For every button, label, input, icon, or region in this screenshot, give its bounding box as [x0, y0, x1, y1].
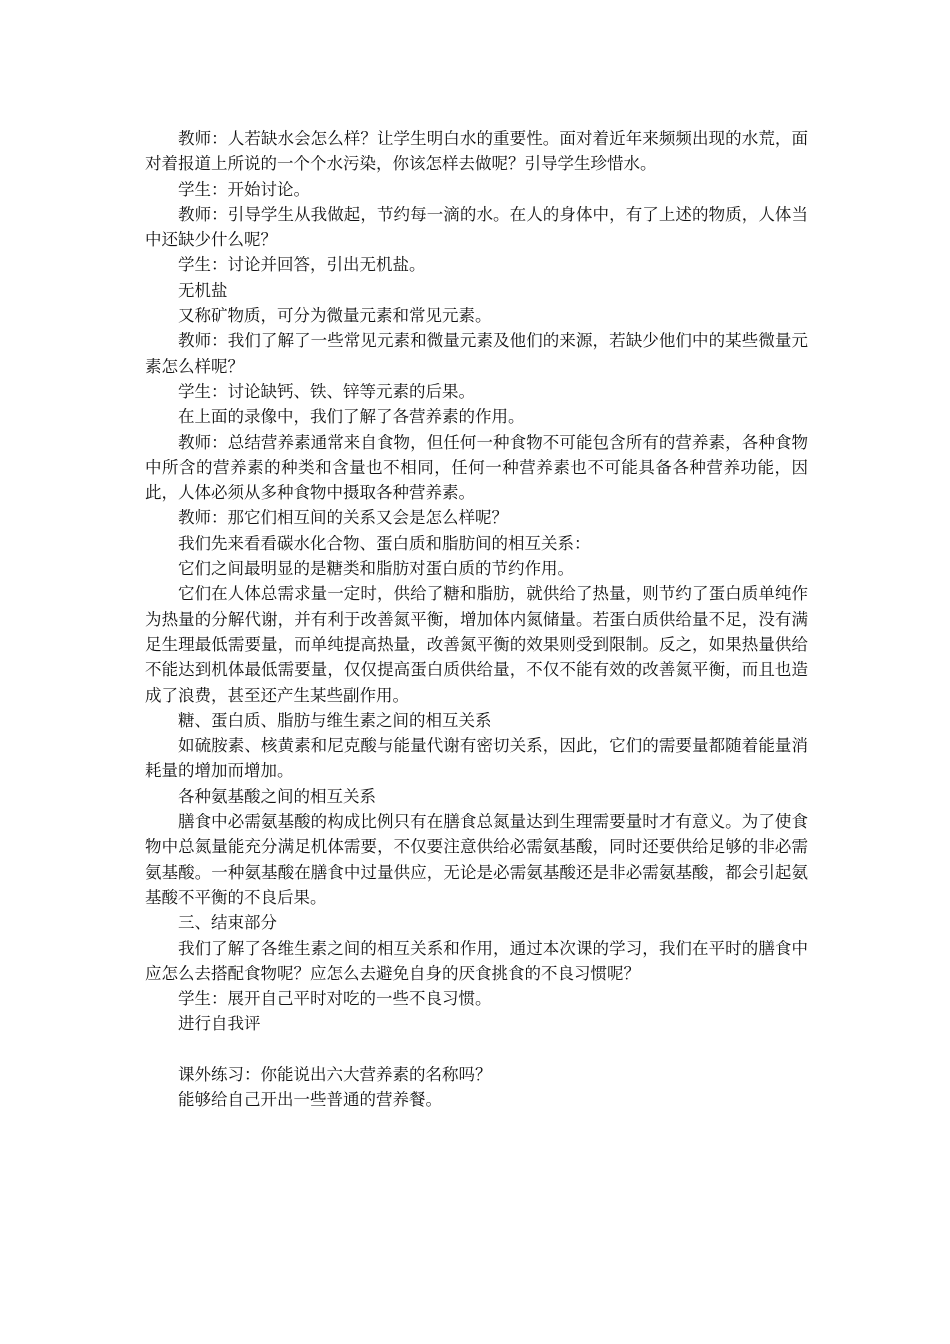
paragraph: 它们在人体总需求量一定时，供给了糖和脂肪，就供给了热量，则节约了蛋白质单纯作为热量的分解代谢，并有利于改善氮平衡，增加体内氮储量。若蛋白质供给量不足，没有满足生理最低需要量，而单纯提高热量，改善氮平衡的效果则受到限制。反之，如果热量供给不能达到机体最低需要量，仅仅提高蛋白质供给量，不仅不能有效的改善氮平衡，而且也造成了浪费，甚至还产生某些副作用。	[145, 584, 808, 705]
paragraph: 学生：讨论缺钙、铁、锌等元素的后果。	[178, 381, 475, 401]
section-heading: 三、结束部分	[178, 913, 277, 933]
paragraph: 学生：开始讨论。	[178, 179, 310, 199]
section-heading: 糖、蛋白质、脂肪与维生素之间的相互关系	[178, 710, 492, 730]
exercise-task: 能够给自己开出一些普通的营养餐。	[178, 1090, 442, 1110]
document-body	[145, 126, 808, 1113]
paragraph: 我们了解了各维生素之间的相互关系和作用，通过本次课的学习，我们在平时的膳食中应怎么去搭配食物呢？应怎么去避免自身的厌食挑食的不良习惯呢？	[145, 938, 808, 983]
paragraph: 教师：人若缺水会怎么样？让学生明白水的重要性。面对着近年来频频出现的水荒，面对着报道上所说的一个个水污染，你该怎样去做呢？引导学生珍惜水。	[145, 129, 808, 174]
paragraph: 教师：总结营养素通常来自食物，但任何一种食物不可能包含所有的营养素，各种食物中所含的营养素的种类和含量也不相同，任何一种营养素也不可能具备各种营养功能，因此，人体必须从多种食物中摄取各种营养素。	[145, 432, 808, 503]
paragraph: 又称矿物质，可分为微量元素和常见元素。	[178, 306, 492, 326]
paragraph: 教师：那它们相互间的关系又会是怎么样呢？	[178, 508, 508, 528]
paragraph: 教师：引导学生从我做起，节约每一滴的水。在人的身体中，有了上述的物质，人体当中还缺少什么呢？	[145, 204, 808, 250]
paragraph: 如硫胺素、核黄素和尼克酸与能量代谢有密切关系，因此，它们的需要量都随着能量消耗量的增加而增加。	[145, 736, 808, 781]
section-heading: 各种氨基酸之间的相互关系	[178, 786, 376, 806]
paragraph: 教师：我们了解了一些常见元素和微量元素及他们的来源，若缺少他们中的某些微量元素怎么样呢？	[145, 331, 808, 376]
paragraph: 学生：展开自己平时对吃的一些不良习惯。	[178, 989, 492, 1009]
paragraph: 我们先来看看碳水化合物、蛋白质和脂肪间的相互关系：	[178, 533, 591, 553]
blank-line	[145, 1037, 808, 1062]
paragraph: 学生：讨论并回答，引出无机盐。	[178, 255, 426, 275]
paragraph: 它们之间最明显的是糖类和脂肪对蛋白质的节约作用。	[178, 559, 574, 579]
paragraph: 膳食中必需氨基酸的构成比例只有在膳食总氮量达到生理需要量时才有意义。为了使食物中总氮量能充分满足机体需要，不仅要注意供给必需氨基酸，同时还要供给足够的非必需氨基酸。一种氨基酸在膳食中过量供应，无论是必需氨基酸还是非必需氨基酸，都会引起氨基酸不平衡的不良后果。	[145, 812, 808, 907]
paragraph: 进行自我评	[178, 1014, 261, 1034]
exercise-question: 课外练习：你能说出六大营养素的名称吗？	[178, 1064, 492, 1084]
paragraph: 在上面的录像中，我们了解了各营养素的作用。	[178, 407, 525, 427]
section-heading: 无机盐	[178, 280, 228, 300]
